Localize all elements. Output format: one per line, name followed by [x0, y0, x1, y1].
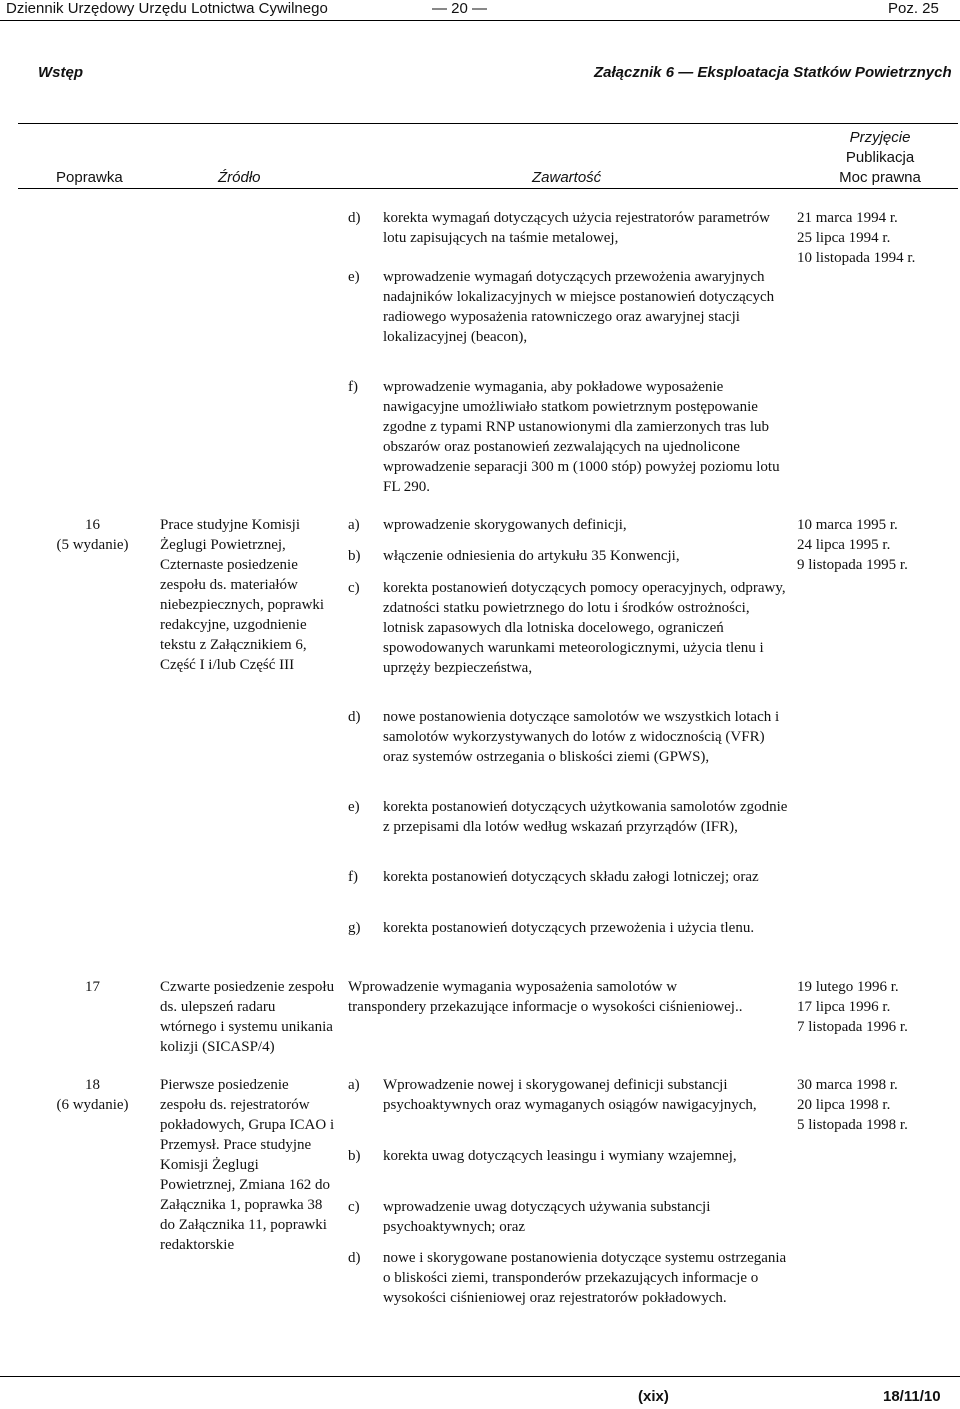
running-header	[0, 0, 960, 21]
row-dates: 30 marca 1998 r. 20 lipca 1998 r. 5 listopada 1998 r.	[797, 1077, 908, 1133]
annex-title: Załącznik 6 — Eksploatacja Statków Powietrznych	[594, 64, 952, 81]
header-rule-top	[18, 123, 958, 124]
amendment-number: 17	[85, 979, 100, 995]
row-source: Pierwsze posiedzenie zespołu ds. rejestratorów pokładowych, Grupa ICAO i Przemysł. Prace studyjne Komisji Żeglugi Powietrznej, Zmiana 162 do Załącznika 1, poprawka 38 do Załącznika 11, poprawki redaktorskie	[160, 1077, 335, 1253]
header-rule-bottom	[18, 188, 958, 189]
col-content: Zawartość	[532, 169, 602, 186]
position-number: Poz. 25	[888, 0, 939, 17]
row-source: Czwarte posiedzenie zespołu ds. ulepszeń radaru wtórnego i systemu unikania kolizji (SICASP/4)	[160, 979, 335, 1055]
row-source: Prace studyjne Komisji Żeglugi Powietrznej, Czternaste posiedzenie zespołu ds. materiałów niebezpiecznych, poprawki redakcyjne, uzgodnienie tekstu z Załącznikiem 6, Część I i/lub Część III	[160, 517, 325, 673]
col-effective: Moc prawna	[839, 169, 921, 186]
amendment-number: 18 (6 wydanie)	[56, 1077, 129, 1113]
footer-page-number: (xix)	[638, 1388, 669, 1405]
col-amendment: Poprawka	[56, 169, 123, 186]
amendment-number: 16 (5 wydanie)	[56, 517, 129, 553]
row-dates: 19 lutego 1996 r. 17 lipca 1996 r. 7 listopada 1996 r.	[797, 979, 908, 1035]
row-dates: 10 marca 1995 r. 24 lipca 1995 r. 9 listopada 1995 r.	[797, 517, 908, 573]
journal-title: Dziennik Urzędowy Urzędu Lotnictwa Cywilnego	[6, 0, 328, 17]
section-title: Wstęp	[38, 64, 83, 81]
page-number: — 20 —	[432, 0, 488, 17]
row-dates: 21 marca 1994 r. 25 lipca 1994 r. 10 listopada 1994 r.	[797, 210, 916, 266]
col-dates	[800, 128, 960, 188]
footer-rule	[0, 1376, 960, 1377]
col-published: Publikacja	[845, 149, 915, 166]
row-content: Wprowadzenie wymagania wyposażenia samolotów w transpondery przekazujące informacje o wysokości ciśnieniowej..	[348, 979, 743, 1015]
col-adopted: Przyjęcie	[849, 129, 911, 146]
footer-date: 18/11/10	[883, 1388, 941, 1405]
col-source: Źródło	[218, 169, 261, 186]
